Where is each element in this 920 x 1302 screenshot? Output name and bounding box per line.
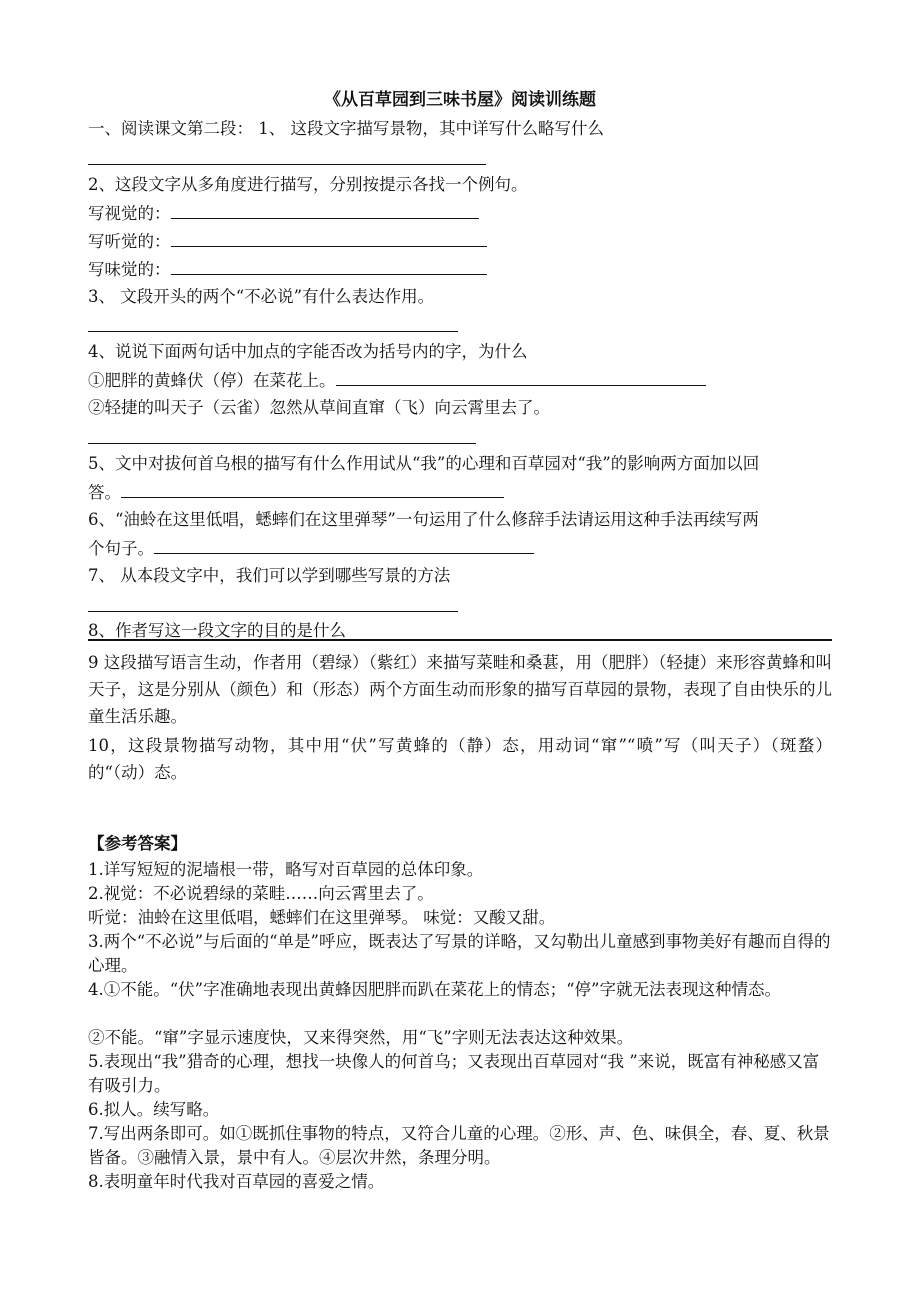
q2-taste-row: [88, 258, 487, 281]
question-5-line1: 5、文中对拔何首乌根的描写有什么作用试从“我”的心理和百草园对“我”的影响两方面加以回: [88, 454, 760, 473]
q2-visual-label: 写视觉的：: [88, 204, 171, 223]
question-6-line2: 个句子。: [88, 539, 154, 558]
answer-blank-taste[interactable]: [171, 258, 487, 275]
answer-3: 3.两个“不必说”与后面的“单是”呼应，既表达了写景的详略，又勾勒出儿童感到事物美好有趣而自得的心理。: [88, 932, 831, 975]
answer-6: 6.拟人。续写略。: [88, 1100, 220, 1119]
answer-blank-q3[interactable]: [88, 331, 458, 332]
answer-4a: 4.①不能。“伏”字准确地表现出黄蜂因肥胖而趴在菜花上的情态；“停”字就无法表现这种情态。: [88, 980, 781, 999]
question-4: 4、说说下面两句话中加点的字能否改为括号内的字，为什么: [88, 342, 528, 361]
question-intro: 一、阅读课文第二段： 1、 这段文字描写景物，其中详写什么略写什么: [88, 119, 604, 138]
answer-blank-q4a[interactable]: [336, 369, 706, 386]
answer-1: 1.详写短短的泥墙根一带，略写对百草园的总体印象。: [88, 860, 484, 879]
answer-blank-q4b[interactable]: [88, 443, 476, 444]
answer-blank-q6[interactable]: [154, 537, 534, 554]
q2-hearing-row: [88, 230, 487, 253]
answer-7: 7.写出两条即可。如①既抓住事物的特点，又符合儿童的心理。②形、声、色、味俱全，春、夏、秋景皆备。③融情入景，景中有人。④层次井然，条理分明。: [88, 1124, 830, 1167]
q2-hearing-label: 写听觉的：: [88, 232, 171, 251]
question-6-line2-row: [88, 537, 534, 560]
page-title: 《从百草园到三味书屋》阅读训练题: [324, 90, 596, 110]
question-5-line2-row: [88, 481, 504, 504]
answer-blank-q1[interactable]: [88, 164, 486, 165]
section-divider: [88, 639, 832, 641]
answer-blank-q5[interactable]: [121, 481, 504, 498]
question-7: 7、 从本段文字中，我们可以学到哪些写景的方法: [88, 566, 451, 585]
question-6-line1: 6、“油蛉在这里低唱，蟋蟀们在这里弹琴”一句运用了什么修辞手法请运用这种手法再续写两: [88, 510, 759, 529]
q2-visual-row: [88, 202, 479, 225]
answers-heading: 【参考答案】: [88, 834, 187, 853]
question-3: 3、 文段开头的两个“不必说”有什么表达作用。: [88, 287, 435, 306]
answer-2: 2.视觉：不必说碧绿的菜畦……向云霄里去了。: [88, 884, 434, 903]
question-5-line2: 答。: [88, 483, 121, 502]
answer-4b: ②不能。“窜”字显示速度快，又来得突然，用“飞”字则无法表达这种效果。: [88, 1028, 634, 1047]
question-9: 9 这段描写语言生动，作者用（碧绿）（紫红）来描写菜畦和桑葚，用（肥胖）（轻捷）来形容黄蜂和叫天子，这是分别从（颜色）和（形态）两个方面生动而形象的描写百草园的景物，表现了自由快乐的儿童生活乐趣。: [88, 653, 832, 726]
answer-blank-hearing[interactable]: [171, 230, 487, 247]
question-2: 2、这段文字从多角度进行描写，分别按提示各找一个例句。: [88, 175, 528, 194]
answer-2b: 听觉：油蛉在这里低唱，蟋蟀们在这里弹琴。 味觉：又酸又甜。: [88, 908, 556, 927]
question-8: 8、作者写这一段文字的目的是什么: [88, 621, 346, 640]
answer-blank-q7[interactable]: [88, 611, 458, 612]
answer-5: 5.表现出“我”猎奇的心理，想找一块像人的何首乌；又表现出百草园对“我 ”来说，既富有神秘感又富有吸引力。: [88, 1052, 820, 1095]
q4-sentence-a-row: [88, 369, 706, 392]
answer-blank-visual[interactable]: [171, 202, 479, 219]
q2-taste-label: 写味觉的：: [88, 260, 171, 279]
q4-sentence-b: ②轻捷的叫天子（云雀）忽然从草间直窜（飞）向云霄里去了。: [88, 398, 550, 417]
answer-8: 8.表明童年时代我对百草园的喜爱之情。: [88, 1172, 385, 1191]
question-10: 10，这段景物描写动物，其中用“伏”写黄蜂的（静）态，用动词“窜”“喷”写（叫天子）（斑蝥）的“（动）态。: [88, 736, 832, 782]
q4-sentence-a: ①肥胖的黄蜂伏（停）在菜花上。: [88, 371, 336, 390]
